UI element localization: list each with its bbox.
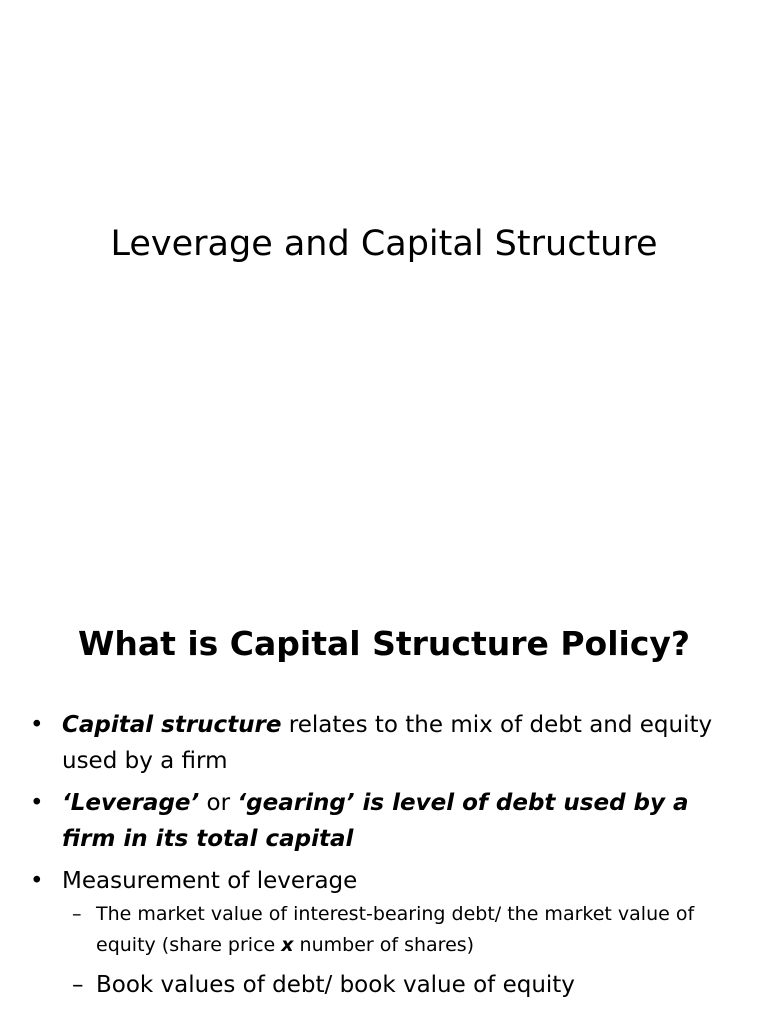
bullet-text: Measurement of leverage xyxy=(62,868,358,894)
bullet-marker: • xyxy=(30,868,44,894)
bullet-text: relates to the mix of debt and equity used by a firm xyxy=(62,712,713,774)
bullet-leverage xyxy=(30,785,740,857)
multiply-symbol: x xyxy=(281,934,294,956)
bullet-list xyxy=(30,707,740,1003)
dash-marker: – xyxy=(72,972,84,998)
sub-bullet-text: Book values of debt/ book value of equity xyxy=(96,972,575,998)
bullet-text: or xyxy=(199,790,238,816)
bullet-capital-structure xyxy=(30,707,740,779)
sub-bullet-market-value xyxy=(30,899,740,961)
bullet-marker: • xyxy=(30,712,44,738)
sub-bullet-book-value xyxy=(30,967,740,1003)
sub-bullet-text: The market value of interest-bearing debt/ the market value of equity (share price xyxy=(96,903,695,956)
content-slide xyxy=(0,512,768,1024)
term-gearing: ‘gearing’ is level of debt used by a firm in its total capital xyxy=(62,790,689,852)
dash-marker: – xyxy=(72,903,82,925)
term-leverage: ‘Leverage’ xyxy=(62,790,200,816)
slide-heading: What is Capital Structure Policy? xyxy=(77,624,691,663)
bullet-marker: • xyxy=(30,790,44,816)
sub-bullet-text: number of shares) xyxy=(293,934,475,956)
bullet-measurement xyxy=(30,863,740,899)
term-capital-structure: Capital structure xyxy=(62,712,282,738)
slide-title: Leverage and Capital Structure xyxy=(110,224,658,264)
